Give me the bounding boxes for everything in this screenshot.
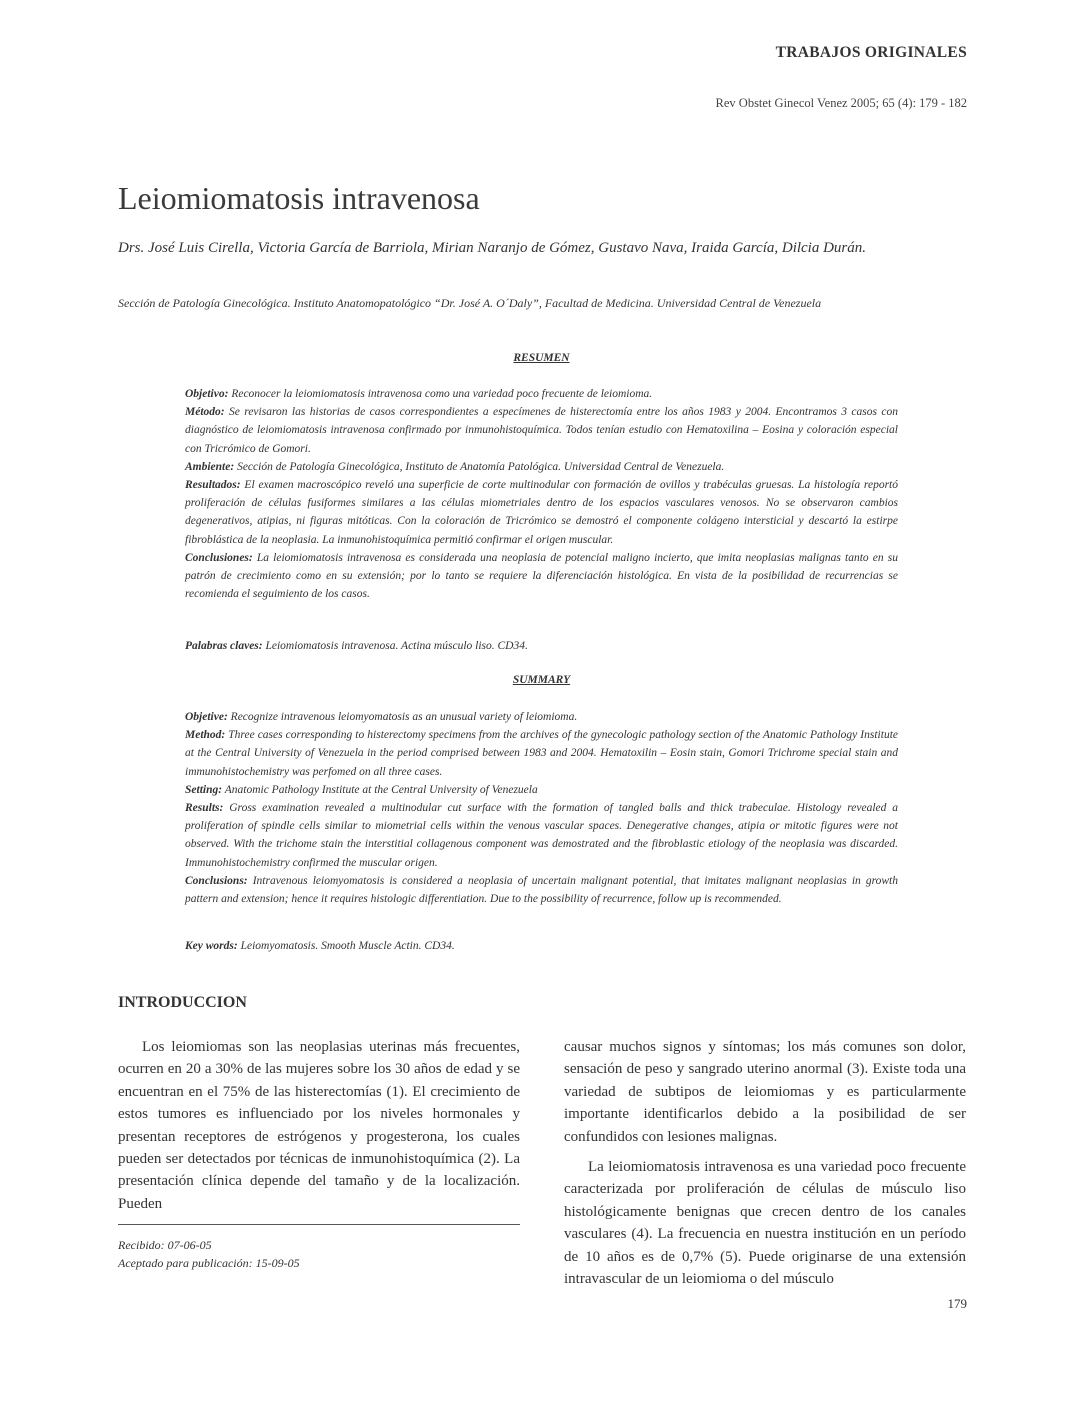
right-column bbox=[564, 1036, 966, 1290]
summary-results: Results: Gross examination revealed a multinodular cut surface with the formation of tangled balls and thick trabeculae. Histology revealed a proliferation of spindle cells similar to miometrial cells within the venous vascular spaces. Denegerative changes, atipia or mitotic figures were not observed. With the trichome stain the interstitial collagenous component was demostrated and the fibroblastic etiology of the neoplasia was discarded. Immunohistochemistry confirmed the muscular origen. bbox=[185, 802, 898, 869]
footnote-divider bbox=[118, 1224, 520, 1225]
resumen-setting: Ambiente: Sección de Patología Ginecológica, Instituto de Anatomía Patológica. Universidad Central de Venezuela. bbox=[185, 460, 725, 473]
right-paragraph-2: La leiomiomatosis intravenosa es una variedad poco frecuente caracterizada por proliferación de células de músculo liso histológicamente benignas que crecen dentro de los canales vasculares (4). La frecuencia en nuestra institución en un período de 10 años es de 0,7% (5). Puede originarse de una extensión intravascular de un leiomioma o del músculo bbox=[564, 1159, 966, 1288]
right-paragraph-1: causar muchos signos y síntomas; los más comunes son dolor, sensación de peso y sangrado uterino anormal (3). Existe toda una variedad de subtipos de leiomiomas y es particularmente importante identificarlos debido a la posibilidad de ser confundidos con lesiones malignas. bbox=[564, 1039, 966, 1145]
left-paragraph: Los leiomiomas son las neoplasias uterinas más frecuentes, ocurren en 20 a 30% de las mujeres sobre los 30 años de edad y se encuentran en el 75% de las histerectomías (1). El crecimiento de estos tumores es influenciado por los niveles hormonales y presentan receptores de estrógenos y progesterona, los cuales pueden ser detectados por técnicas de inmunohistoquímica (2). La presentación clínica depende del tamaño y de la localización. Pueden bbox=[118, 1039, 520, 1212]
resumen-heading: RESUMEN bbox=[513, 352, 570, 364]
page-number: 179 bbox=[947, 1296, 967, 1311]
summary-method: Method: Three cases corresponding to histerectomy specimens from the archives of the gynecologic pathology section of the Anatomic Pathology Institute at the Central University of Venezuela in the period comprised between 1983 and 2004. Hematoxilin – Eosin stain, Gomori Trichrome special stain and immunohistochemistry was perfomed on all three cases. bbox=[185, 729, 898, 778]
summary-objective: Objetive: Recognize intravenous leiomyomatosis as an unusual variety of leiomioma. bbox=[185, 711, 578, 723]
footnote-dates bbox=[118, 1236, 300, 1272]
resumen-objective: Objetivo: Reconocer la leiomiomatosis intravenosa como una variedad poco frecuente de leiomioma. bbox=[185, 388, 653, 400]
summary-body bbox=[185, 708, 898, 908]
introduction-heading: INTRODUCCION bbox=[118, 994, 247, 1011]
resumen-body bbox=[185, 385, 898, 603]
authors: Drs. José Luis Cirella, Victoria García de Barriola, Mirian Naranjo de Gómez, Gustavo Nava, Iraida García, Dilcia Durán. bbox=[118, 240, 867, 256]
summary-heading: SUMMARY bbox=[512, 674, 571, 686]
received-date: Recibido: 07-06-05 bbox=[118, 1238, 212, 1252]
summary-keywords: Key words: Leiomyomatosis. Smooth Muscle Actin. CD34. bbox=[185, 940, 455, 952]
affiliation: Sección de Patología Ginecológica. Instituto Anatomopatológico “Dr. José A. O´Daly”, Facultad de Medicina. Universidad Central de Venezuela bbox=[118, 296, 822, 310]
article-title: Leiomiomatosis intravenosa bbox=[118, 180, 480, 216]
resumen-method: Método: Se revisaron las historias de casos correspondientes a especímenes de histerectomía entre los años 1983 y 2004. Encontramos 3 casos con diagnóstico de leiomiomatosis intravenosa confirmado por inmunohistoquímica. Todos tenían estudio con Hematoxilina – Eosina y coloración especial con Tricrómico de Gomori. bbox=[185, 406, 898, 455]
resumen-keywords: Palabras claves: Leiomiomatosis intravenosa. Actina músculo liso. CD34. bbox=[185, 640, 528, 652]
resumen-conclusions: Conclusiones: La leiomiomatosis intravenosa es considerada una neoplasia de potencial maligno incierto, que imita neoplasias malignas tanto en su patrón de crecimiento como en su extensión; por lo tanto se requiere la diferenciación histológica. En vista de la posibilidad de recurrencias se recomienda el seguimiento de los casos. bbox=[185, 551, 898, 601]
resumen-results: Resultados: El examen macroscópico reveló una superficie de corte multinodular con formación de ovillos y trabéculas gruesas. La histología reportó proliferación de células fusiformes similares a las células miometriales dentro de los espacios vasculares venosos. No se observaron cambios degenerativos, atipias, ni figuras mitóticas. Con la coloración de Tricrómico se demostró el componente colágeno intersticial y descartó la estirpe fibroblástica de la neoplasia. La inmunohistoquímica permitió confirmar el origen muscular. bbox=[185, 479, 898, 546]
journal-citation: Rev Obstet Ginecol Venez 2005; 65 (4): 179 - 182 bbox=[715, 96, 967, 110]
summary-setting: Setting: Anatomic Pathology Institute at the Central University of Venezuela bbox=[185, 783, 538, 796]
summary-conclusions: Conclusions: Intravenous leiomyomatosis is considered a neoplasia of uncertain malignant potential, that imitates malignant neoplasias in growth pattern and extension; hence it requires histologic differentiation. Due to the possibility of recurrence, follow up is recommended. bbox=[185, 874, 898, 906]
accepted-date: Aceptado para publicación: 15-09-05 bbox=[118, 1256, 300, 1270]
section-label: TRABAJOS ORIGINALES bbox=[775, 44, 967, 61]
left-column bbox=[118, 1036, 520, 1215]
